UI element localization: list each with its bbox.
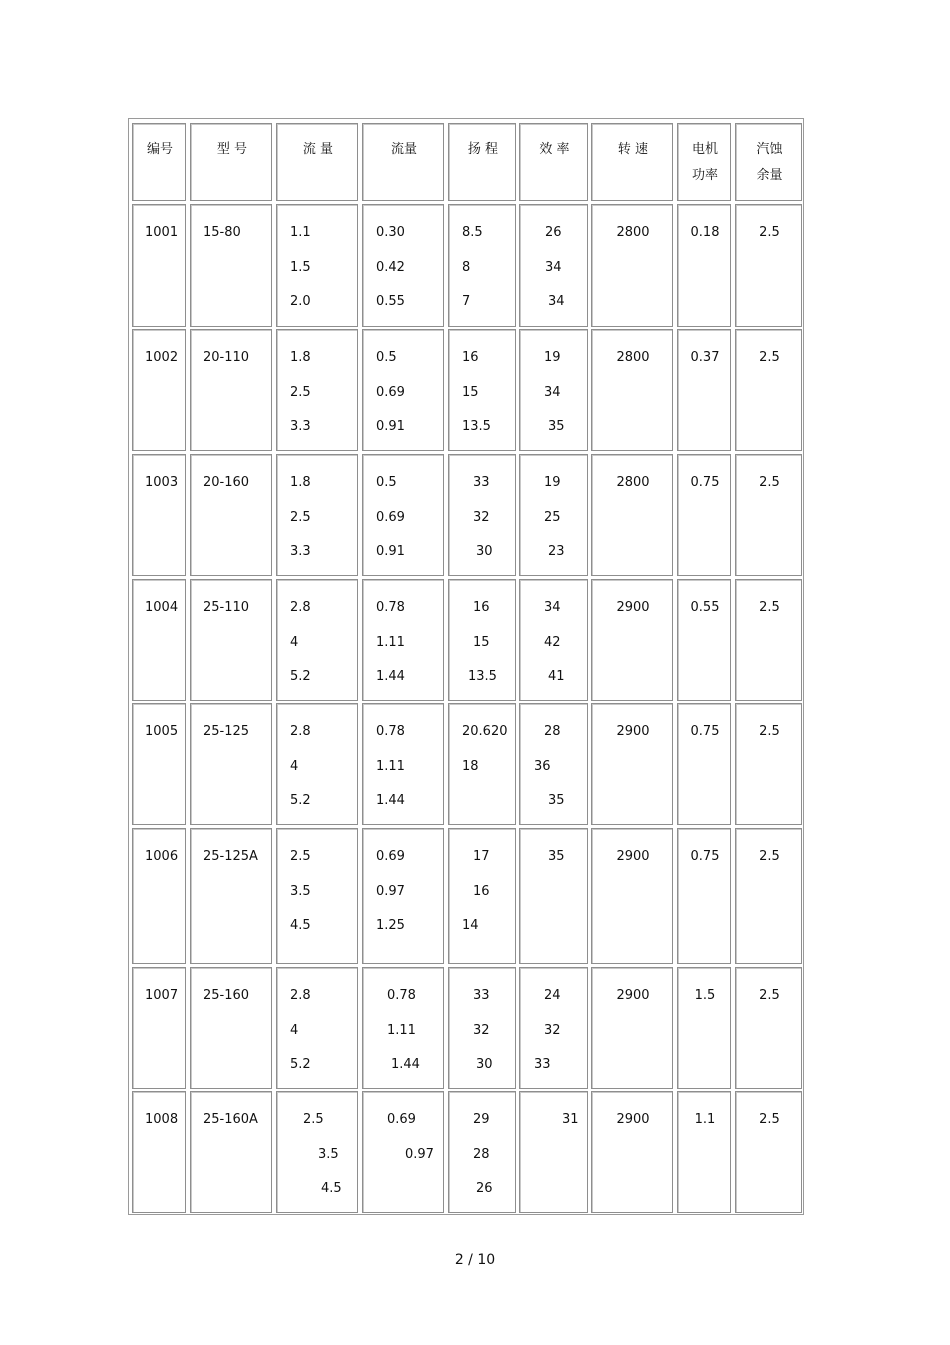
cell-value: 0.91 <box>376 544 405 559</box>
cell-value: 23 <box>548 544 565 559</box>
cell-value: 5.2 <box>290 669 311 684</box>
cell-value: 34 <box>544 385 561 400</box>
header-label: 电机 <box>691 142 718 157</box>
cell-flow-b <box>362 204 444 327</box>
cell-value: 0.5 <box>376 475 397 490</box>
header-label: 扬 程 <box>467 142 499 157</box>
cell-value: 35 <box>548 849 565 864</box>
cell-value: 2900 <box>616 724 650 739</box>
cell-value: 30 <box>476 1057 493 1072</box>
cell-flow-a <box>276 703 358 825</box>
cell-value: 1.1 <box>290 225 311 240</box>
cell-head <box>448 454 516 576</box>
cell-value: 32 <box>544 1023 561 1038</box>
cell-efficiency <box>519 828 588 964</box>
cell-value: 4 <box>290 635 299 650</box>
cell-value: 1.5 <box>694 988 716 1003</box>
cell-value: 0.37 <box>690 350 720 365</box>
cell-value: 0.55 <box>690 600 720 615</box>
cell-value: 1.25 <box>376 918 405 933</box>
cell-value: 20-160 <box>203 475 250 490</box>
cell-value: 0.18 <box>690 225 720 240</box>
cell-flow-a <box>276 967 358 1089</box>
header-cell-id <box>132 123 186 201</box>
cell-value: 36 <box>534 759 551 774</box>
cell-model <box>190 579 272 701</box>
cell-value: 3.5 <box>318 1147 339 1162</box>
cell-head <box>448 204 516 327</box>
cell-value: 2.5 <box>759 600 780 615</box>
cell-model <box>190 703 272 825</box>
cell-value: 25-125A <box>203 849 258 864</box>
header-label: 功率 <box>691 168 718 183</box>
cell-value: 8 <box>462 260 471 275</box>
cell-npsh <box>735 454 802 576</box>
cell-flow-b <box>362 1091 444 1213</box>
cell-value: 2.8 <box>290 600 311 615</box>
cell-id <box>132 204 186 327</box>
cell-value: 16 <box>473 884 490 899</box>
cell-value: 0.42 <box>376 260 405 275</box>
cell-value: 26 <box>476 1181 493 1196</box>
cell-value: 3.3 <box>290 419 311 434</box>
cell-value: 16 <box>473 600 490 615</box>
cell-npsh <box>735 204 802 327</box>
cell-flow-a <box>276 454 358 576</box>
cell-value: 13.5 <box>462 419 491 434</box>
cell-value: 0.69 <box>387 1112 416 1127</box>
cell-value: 0.69 <box>376 510 405 525</box>
cell-flow-a <box>276 204 358 327</box>
cell-value: 0.97 <box>405 1147 434 1162</box>
cell-value: 2900 <box>616 600 650 615</box>
header-cell-model <box>190 123 272 201</box>
cell-value: 32 <box>473 510 490 525</box>
cell-value: 20.620 <box>462 724 508 739</box>
header-label: 编号 <box>146 142 173 157</box>
cell-speed <box>591 703 673 825</box>
cell-value: 2.5 <box>290 849 311 864</box>
cell-motor-power <box>677 967 731 1089</box>
cell-flow-a <box>276 828 358 964</box>
cell-value: 2.5 <box>759 475 780 490</box>
cell-value: 4.5 <box>321 1181 342 1196</box>
cell-motor-power <box>677 329 731 451</box>
cell-value: 34 <box>548 294 565 309</box>
cell-id <box>132 579 186 701</box>
cell-value: 1.11 <box>376 759 405 774</box>
cell-value: 2.5 <box>290 385 311 400</box>
cell-flow-b <box>362 579 444 701</box>
cell-flow-b <box>362 703 444 825</box>
cell-value: 2800 <box>616 225 650 240</box>
cell-value: 1.8 <box>290 475 311 490</box>
cell-flow-a <box>276 579 358 701</box>
cell-value: 2.5 <box>303 1112 324 1127</box>
cell-flow-a <box>276 329 358 451</box>
cell-value: 0.97 <box>376 884 405 899</box>
cell-motor-power <box>677 579 731 701</box>
cell-value: 1006 <box>145 849 179 864</box>
cell-head <box>448 329 516 451</box>
cell-value: 2.8 <box>290 988 311 1003</box>
cell-model <box>190 329 272 451</box>
cell-value: 20-110 <box>203 350 250 365</box>
cell-value: 1.11 <box>387 1023 416 1038</box>
cell-value: 35 <box>548 793 565 808</box>
cell-value: 3.3 <box>290 544 311 559</box>
header-label: 余量 <box>756 168 783 183</box>
cell-value: 1005 <box>145 724 179 739</box>
header-label: 流 量 <box>302 142 334 157</box>
cell-value: 15 <box>473 635 490 650</box>
cell-value: 1.5 <box>290 260 311 275</box>
cell-value: 2.5 <box>759 849 780 864</box>
cell-npsh <box>735 329 802 451</box>
cell-id <box>132 967 186 1089</box>
cell-head <box>448 703 516 825</box>
cell-value: 42 <box>544 635 561 650</box>
cell-speed <box>591 828 673 964</box>
cell-value: 0.55 <box>376 294 405 309</box>
cell-flow-a <box>276 1091 358 1213</box>
cell-value: 25-125 <box>203 724 250 739</box>
cell-motor-power <box>677 1091 731 1213</box>
cell-npsh <box>735 967 802 1089</box>
cell-value: 0.75 <box>690 475 720 490</box>
header-label: 效 率 <box>539 142 570 157</box>
cell-npsh <box>735 703 802 825</box>
cell-motor-power <box>677 204 731 327</box>
cell-speed <box>591 579 673 701</box>
cell-efficiency <box>519 204 588 327</box>
cell-value: 25 <box>544 510 561 525</box>
cell-value: 0.91 <box>376 419 405 434</box>
cell-value: 41 <box>548 669 565 684</box>
cell-value: 2.5 <box>759 350 780 365</box>
cell-value: 1003 <box>145 475 179 490</box>
cell-value: 34 <box>544 600 561 615</box>
cell-value: 1008 <box>145 1112 179 1127</box>
cell-value: 0.75 <box>690 849 720 864</box>
cell-value: 2800 <box>616 475 650 490</box>
cell-motor-power <box>677 828 731 964</box>
cell-value: 0.78 <box>376 600 405 615</box>
cell-value: 2.8 <box>290 724 311 739</box>
header-label: 型 号 <box>216 142 248 157</box>
cell-value: 26 <box>545 225 562 240</box>
cell-head <box>448 828 516 964</box>
cell-value: 30 <box>476 544 493 559</box>
cell-value: 25-110 <box>203 600 250 615</box>
cell-value: 33 <box>473 988 490 1003</box>
cell-value: 1.44 <box>376 669 405 684</box>
cell-head <box>448 1091 516 1213</box>
cell-value: 2.5 <box>759 724 780 739</box>
cell-speed <box>591 967 673 1089</box>
cell-id <box>132 329 186 451</box>
cell-value: 4 <box>290 1023 299 1038</box>
header-cell-flow-a <box>276 123 358 201</box>
cell-speed <box>591 204 673 327</box>
cell-value: 1007 <box>145 988 179 1003</box>
cell-value: 2900 <box>616 988 650 1003</box>
cell-value: 0.75 <box>690 724 720 739</box>
cell-value: 5.2 <box>290 793 311 808</box>
cell-id <box>132 454 186 576</box>
cell-model <box>190 204 272 327</box>
cell-value: 1001 <box>145 225 179 240</box>
cell-efficiency <box>519 329 588 451</box>
cell-value: 28 <box>544 724 561 739</box>
header-cell-flow-b <box>362 123 444 201</box>
cell-value: 31 <box>562 1112 579 1127</box>
cell-value: 28 <box>473 1147 490 1162</box>
cell-value: 0.78 <box>387 988 416 1003</box>
cell-value: 0.69 <box>376 385 405 400</box>
cell-id <box>132 1091 186 1213</box>
cell-value: 1.44 <box>391 1057 420 1072</box>
cell-value: 15 <box>462 385 479 400</box>
cell-value: 17 <box>473 849 490 864</box>
cell-value: 33 <box>473 475 490 490</box>
cell-speed <box>591 454 673 576</box>
cell-value: 2800 <box>616 350 650 365</box>
cell-value: 19 <box>544 350 561 365</box>
cell-efficiency <box>519 967 588 1089</box>
cell-value: 4.5 <box>290 918 311 933</box>
cell-value: 1.11 <box>376 635 405 650</box>
cell-value: 4 <box>290 759 299 774</box>
cell-value: 0.69 <box>376 849 405 864</box>
cell-value: 19 <box>544 475 561 490</box>
cell-value: 15-80 <box>203 225 241 240</box>
cell-motor-power <box>677 454 731 576</box>
cell-value: 2.0 <box>290 294 311 309</box>
cell-id <box>132 828 186 964</box>
cell-value: 5.2 <box>290 1057 311 1072</box>
cell-value: 3.5 <box>290 884 311 899</box>
cell-speed <box>591 329 673 451</box>
cell-value: 16 <box>462 350 479 365</box>
cell-value: 1.8 <box>290 350 311 365</box>
cell-value: 1002 <box>145 350 179 365</box>
cell-value: 1.44 <box>376 793 405 808</box>
cell-value: 35 <box>548 419 565 434</box>
cell-value: 7 <box>462 294 471 309</box>
cell-value: 8.5 <box>462 225 483 240</box>
cell-model <box>190 454 272 576</box>
cell-value: 2.5 <box>290 510 311 525</box>
header-cell-npsh <box>735 123 802 201</box>
cell-value: 34 <box>545 260 562 275</box>
cell-head <box>448 967 516 1089</box>
page-number: 2 / 10 <box>454 1252 496 1268</box>
cell-value: 25-160 <box>203 988 250 1003</box>
cell-value: 32 <box>473 1023 490 1038</box>
cell-value: 1004 <box>145 600 179 615</box>
cell-npsh <box>735 828 802 964</box>
cell-value: 25-160A <box>203 1112 258 1127</box>
header-cell-speed <box>591 123 673 201</box>
cell-value: 2900 <box>616 849 650 864</box>
cell-value: 33 <box>534 1057 551 1072</box>
header-cell-efficiency <box>519 123 588 201</box>
cell-npsh <box>735 1091 802 1213</box>
cell-value: 1.1 <box>694 1112 716 1127</box>
cell-model <box>190 828 272 964</box>
cell-value: 0.30 <box>376 225 405 240</box>
cell-value: 24 <box>544 988 561 1003</box>
cell-efficiency <box>519 1091 588 1213</box>
header-cell-motor-power <box>677 123 731 201</box>
cell-id <box>132 703 186 825</box>
header-label: 汽蚀 <box>756 142 783 157</box>
cell-flow-b <box>362 454 444 576</box>
cell-flow-b <box>362 329 444 451</box>
header-label: 流量 <box>390 142 417 157</box>
cell-value: 18 <box>462 759 479 774</box>
cell-value: 2.5 <box>759 225 780 240</box>
cell-head <box>448 579 516 701</box>
cell-npsh <box>735 579 802 701</box>
cell-model <box>190 967 272 1089</box>
header-cell-head <box>448 123 516 201</box>
cell-model <box>190 1091 272 1213</box>
cell-value: 14 <box>462 918 479 933</box>
cell-value: 0.5 <box>376 350 397 365</box>
pump-spec-table <box>128 118 804 1215</box>
cell-flow-b <box>362 967 444 1089</box>
cell-motor-power <box>677 703 731 825</box>
cell-value: 29 <box>473 1112 490 1127</box>
cell-value: 13.5 <box>468 669 497 684</box>
header-label: 转 速 <box>617 142 649 157</box>
cell-efficiency <box>519 703 588 825</box>
cell-speed <box>591 1091 673 1213</box>
cell-efficiency <box>519 454 588 576</box>
cell-value: 2900 <box>616 1112 650 1127</box>
cell-value: 2.5 <box>759 1112 780 1127</box>
cell-efficiency <box>519 579 588 701</box>
cell-flow-b <box>362 828 444 964</box>
cell-value: 0.78 <box>376 724 405 739</box>
cell-value: 2.5 <box>759 988 780 1003</box>
